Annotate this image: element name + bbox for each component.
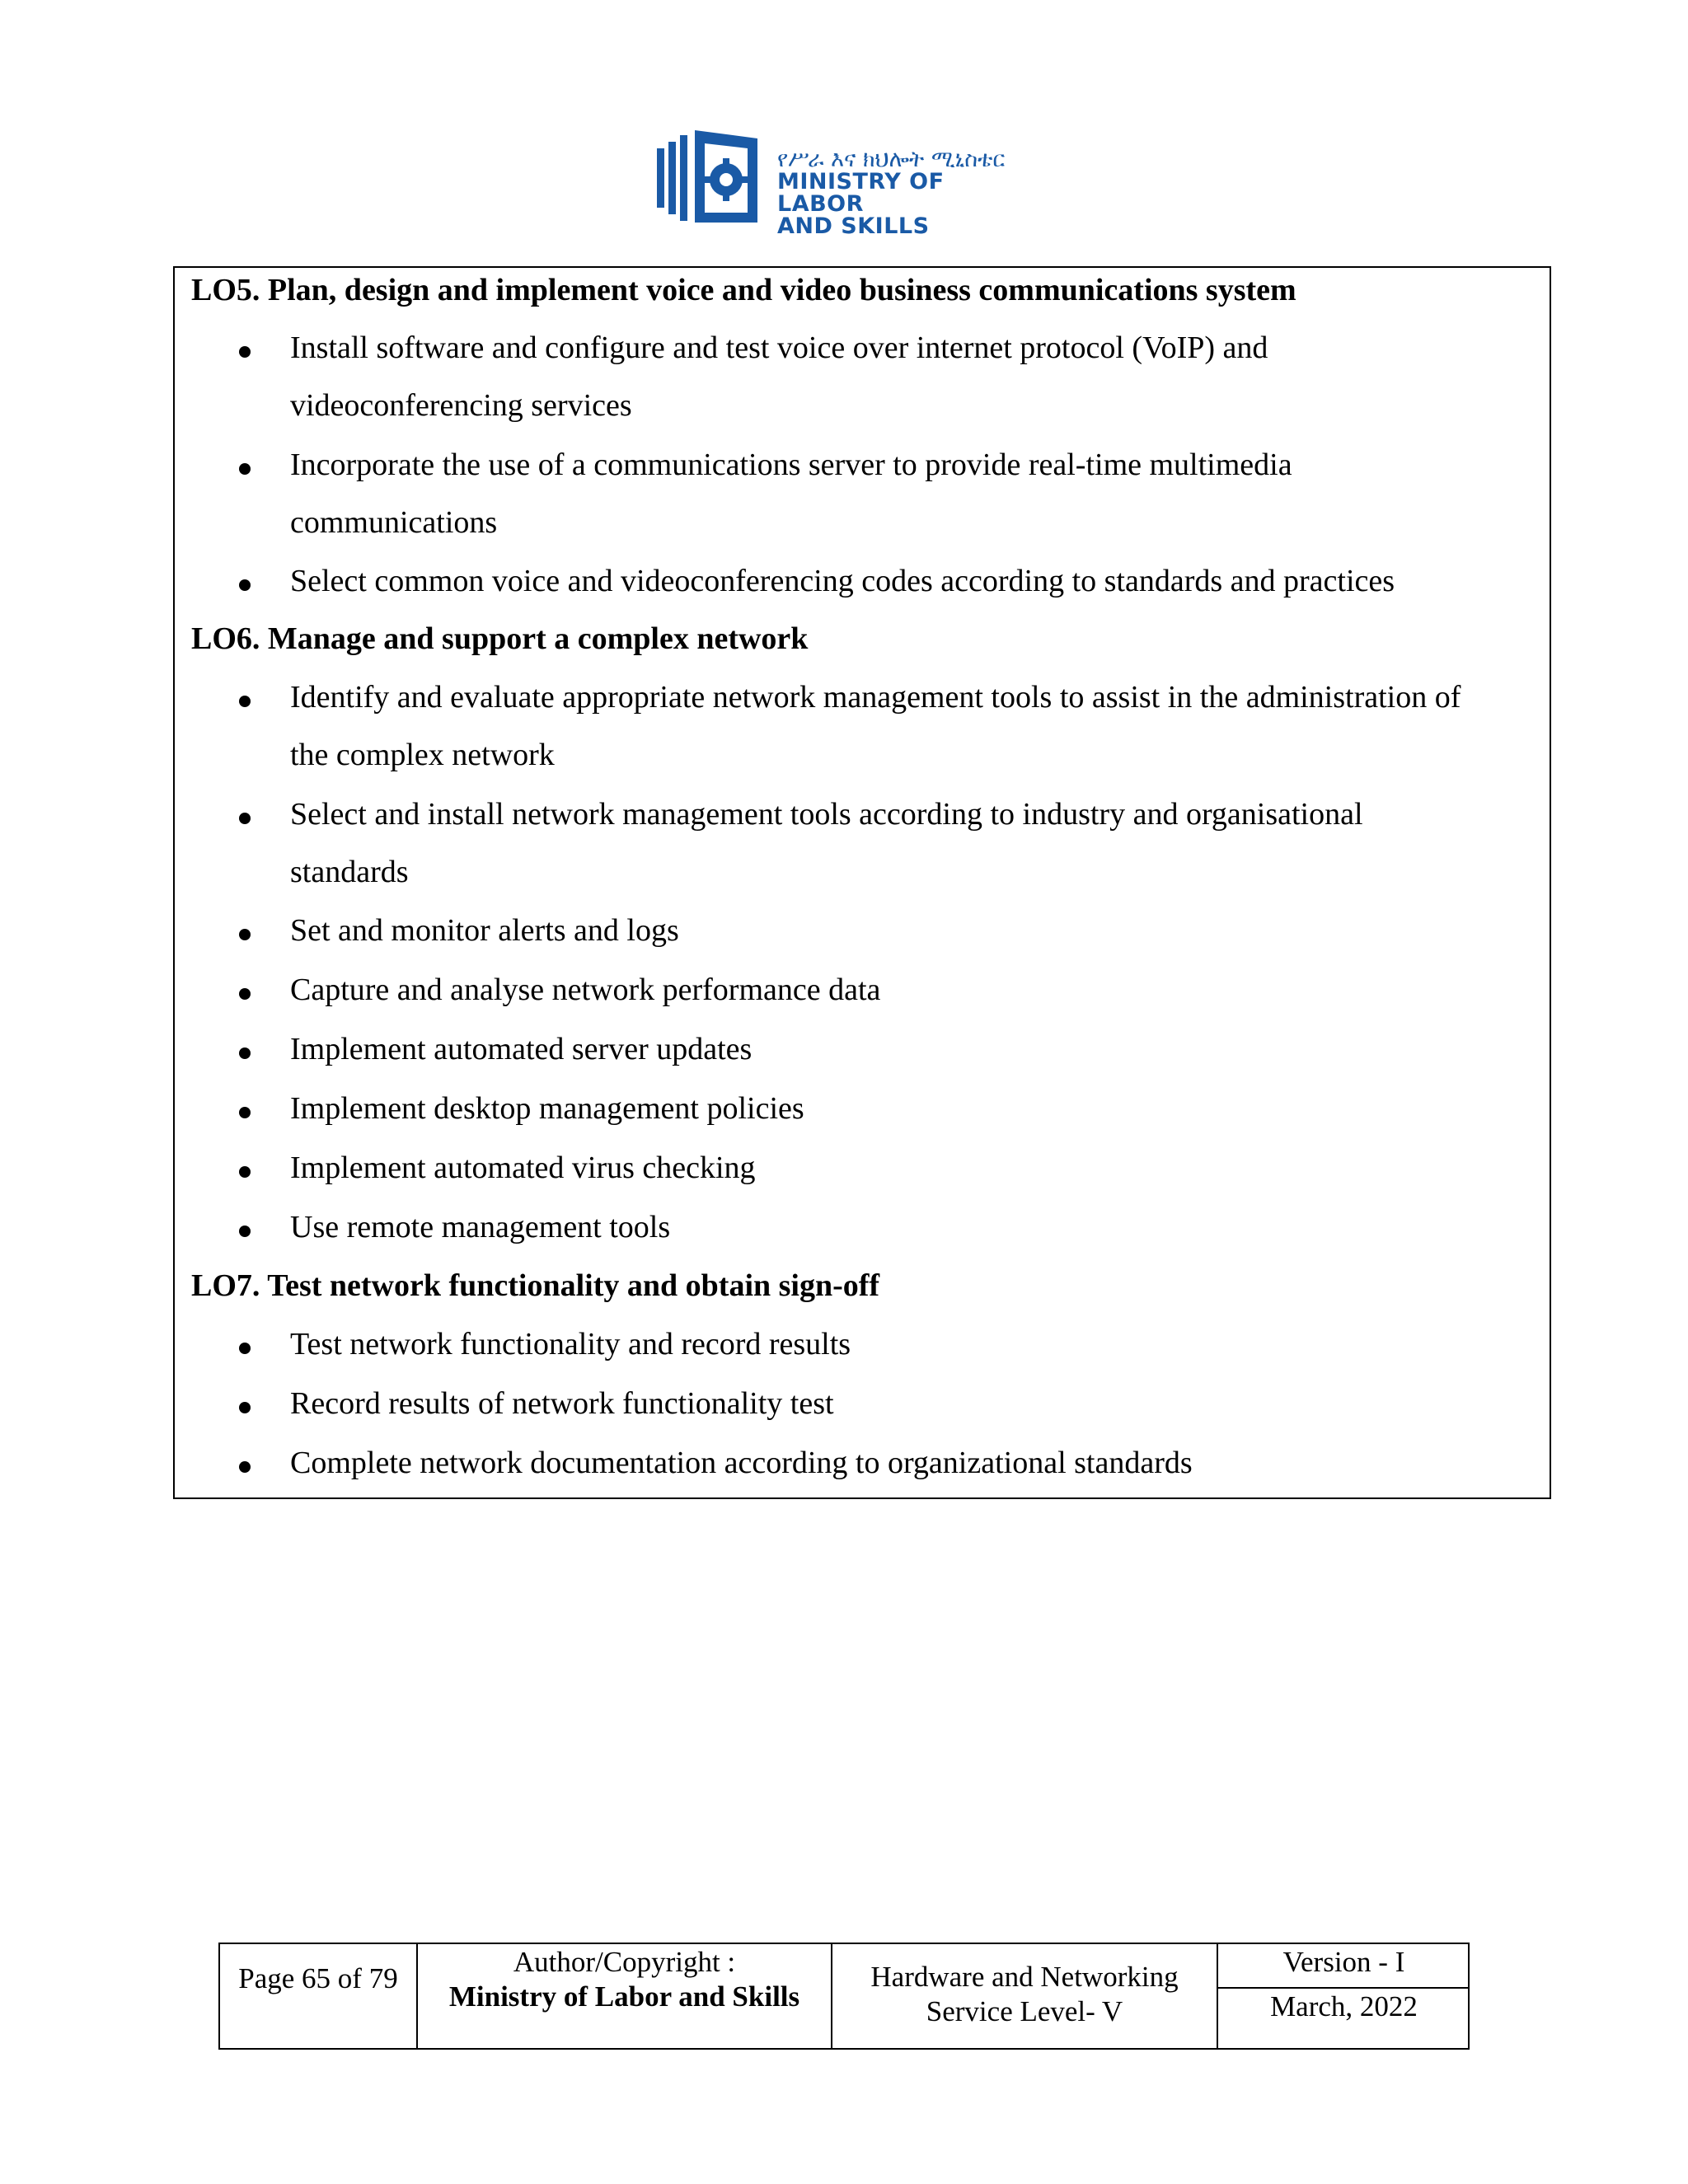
ministry-logo — [655, 130, 1034, 239]
logo-line2: AND SKILLS — [777, 213, 930, 239]
list-item-text-continued: the complex network — [290, 738, 555, 772]
version-date: March, 2022 — [1270, 1990, 1418, 2022]
bullet-icon — [239, 1343, 251, 1354]
logo-line1: MINISTRY OF LABOR — [777, 169, 945, 217]
footer-author-cell — [418, 1944, 832, 2048]
version-text: Version - I — [1282, 1946, 1405, 1978]
list-item-text-continued: communications — [290, 505, 498, 540]
bullet-icon — [239, 463, 251, 475]
list-item-text: Test network functionality and record results — [290, 1327, 851, 1361]
author-label: Author/Copyright : — [513, 1946, 736, 1978]
bullet-icon — [239, 1166, 251, 1178]
bullet-icon — [239, 696, 251, 707]
logo-text — [777, 148, 1034, 237]
footer-version-cell — [1218, 1944, 1470, 2048]
footer-course-cell — [832, 1944, 1218, 2048]
page-footer — [218, 1943, 1470, 2050]
footer-page-cell — [220, 1944, 418, 2048]
course-level: Service Level- V — [926, 1995, 1123, 2027]
list-item-text: Implement automated virus checking — [290, 1151, 756, 1185]
bullet-icon — [239, 579, 251, 591]
list-item-text: Capture and analyse network performance data — [290, 972, 881, 1007]
bullet-icon — [239, 1402, 251, 1413]
bullet-icon — [239, 813, 251, 824]
bullet-icon — [239, 1226, 251, 1237]
list-item-text: Complete network documentation according to organizational standards — [290, 1446, 1193, 1480]
author-name: Ministry of Labor and Skills — [448, 1980, 800, 2013]
ministry-emblem-icon — [655, 130, 771, 227]
bullet-icon — [239, 1107, 251, 1118]
bullet-icon — [239, 1461, 251, 1473]
lo7-heading: LO7. Test network functionality and obtain sign-off — [191, 1268, 880, 1303]
list-item-text: Incorporate the use of a communications server to provide real-time multimedia — [290, 448, 1292, 482]
list-item-text: Implement automated server updates — [290, 1032, 753, 1066]
list-item-text: Identify and evaluate appropriate network management tools to assist in the administration of — [290, 680, 1461, 715]
lo5-heading: LO5. Plan, design and implement voice and video business communications system — [191, 273, 1296, 307]
course-title: Hardware and Networking — [870, 1961, 1179, 1993]
list-item-text: Install software and configure and test voice over internet protocol (VoIP) and — [290, 330, 1268, 365]
list-item-text-continued: videoconferencing services — [290, 388, 632, 423]
list-item-text: Record results of network functionality test — [290, 1386, 834, 1421]
bullet-icon — [239, 1047, 251, 1059]
page-number: Page 65 of 79 — [238, 1962, 398, 1994]
learning-outcomes-box — [173, 266, 1551, 1499]
bullet-icon — [239, 988, 251, 1000]
version-row — [1218, 1944, 1470, 1989]
list-item-text-continued: standards — [290, 855, 409, 889]
list-item-text: Use remote management tools — [290, 1210, 671, 1244]
bullet-icon — [239, 929, 251, 940]
lo6-heading: LO6. Manage and support a complex network — [191, 621, 809, 656]
list-item-text: Select and install network management tools according to industry and organisational — [290, 797, 1363, 832]
list-item-text: Implement desktop management policies — [290, 1091, 804, 1126]
bullet-icon — [239, 346, 251, 358]
logo-amharic-text: የሥራ እና ክህሎት ሚኒስቴር — [777, 147, 1006, 172]
list-item-text: Select common voice and videoconferencing codes according to standards and practices — [290, 564, 1395, 598]
list-item-text: Set and monitor alerts and logs — [290, 913, 679, 948]
